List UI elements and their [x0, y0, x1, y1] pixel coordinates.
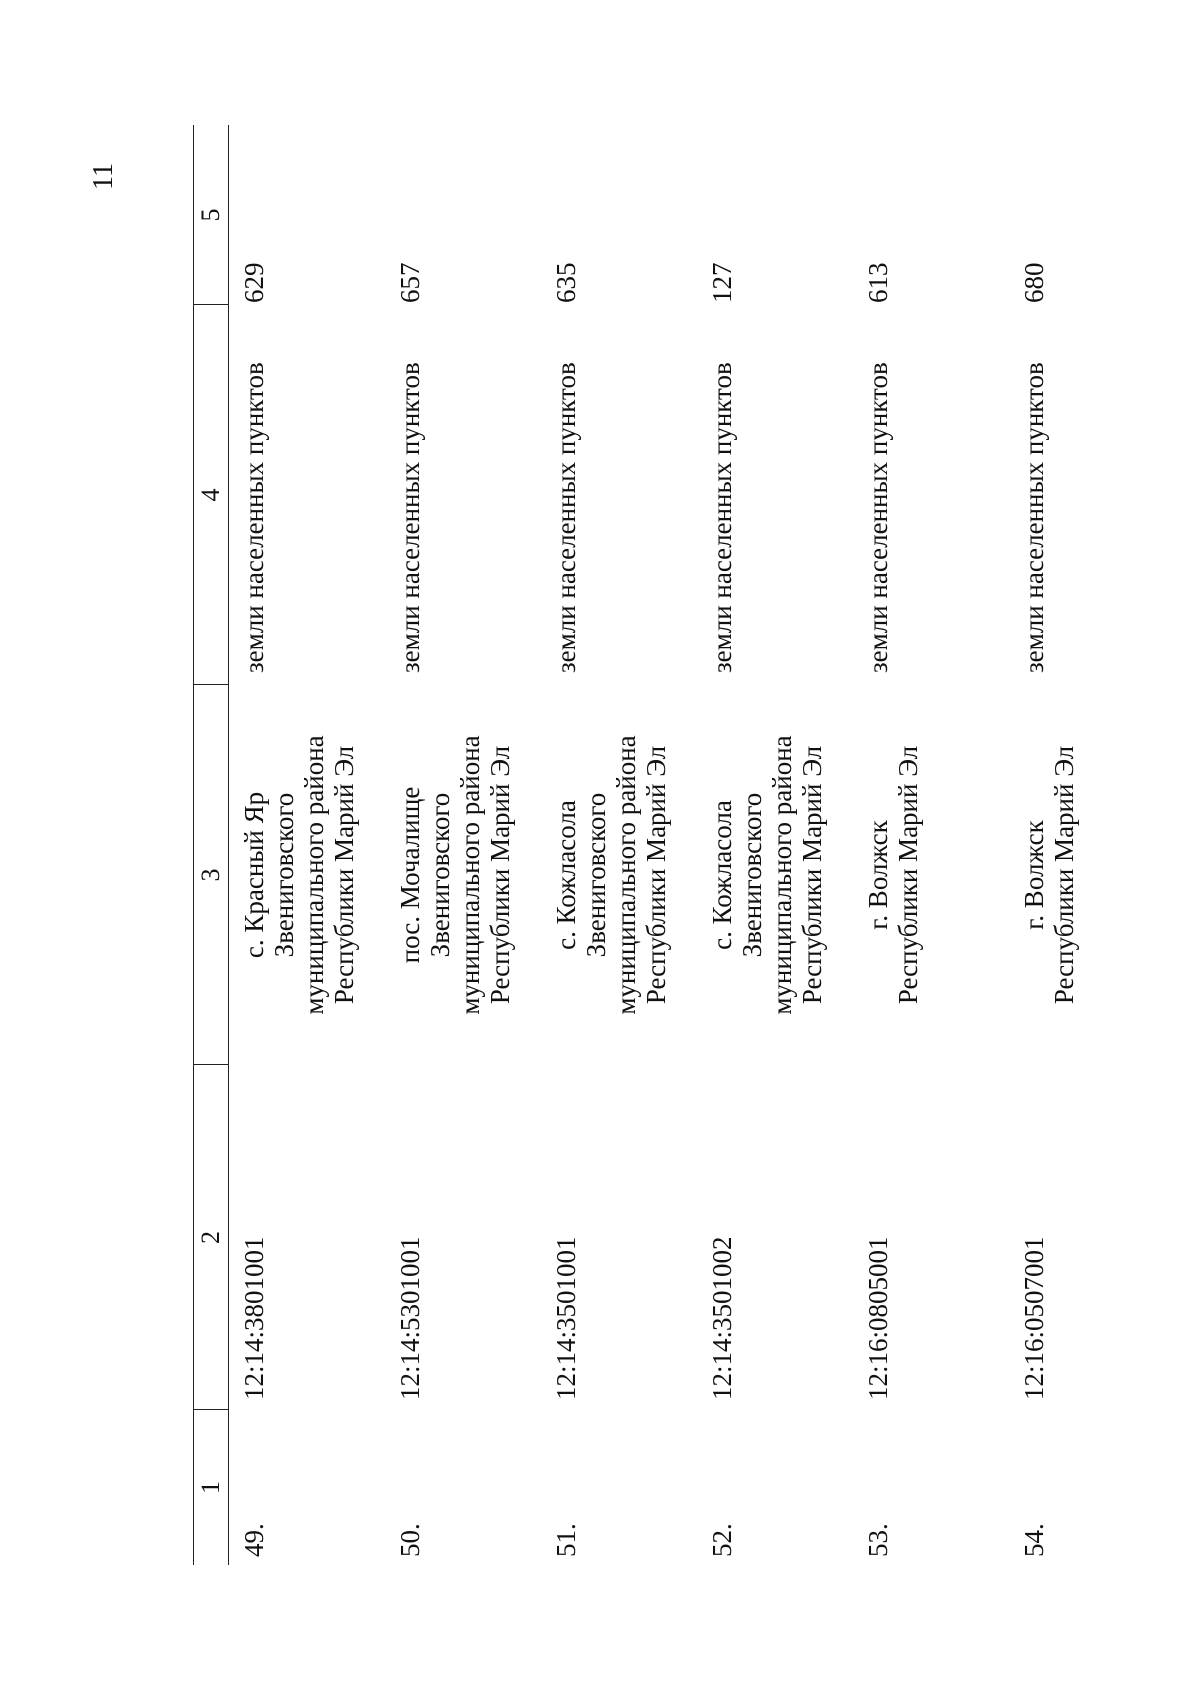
cadastral-code: 12:14:3501001 — [551, 1236, 581, 1400]
cadastral-code: 12:14:3801001 — [239, 1236, 269, 1400]
table-row — [853, 125, 1009, 1565]
page-number: 11 — [88, 163, 119, 190]
value: 613 — [863, 262, 893, 303]
table-row — [385, 125, 541, 1565]
land-table — [193, 125, 1079, 1565]
place-description — [395, 685, 515, 1065]
land-category: земли населенных пунктов — [707, 362, 737, 673]
place-line: Республики Марий Эл — [329, 745, 359, 1005]
column-header-3: 3 — [194, 684, 228, 1065]
column-header-4: 4 — [194, 304, 228, 685]
table-row — [541, 125, 697, 1565]
place-line: г. Волжск — [1019, 820, 1049, 930]
place-line: с. Кожласола — [707, 800, 737, 950]
place-line: г. Волжск — [863, 820, 893, 930]
row-number: 51. — [551, 1523, 581, 1557]
place-line: Республики Марий Эл — [1049, 745, 1079, 1005]
row-number: 54. — [1019, 1523, 1049, 1557]
place-line: муниципального района — [767, 735, 797, 1015]
place-line: Республики Марий Эл — [485, 745, 515, 1005]
table-body — [229, 125, 1165, 1565]
land-category: земли населенных пунктов — [395, 362, 425, 673]
value: 657 — [395, 262, 425, 303]
cadastral-code: 12:14:5301001 — [395, 1236, 425, 1400]
land-category: земли населенных пунктов — [863, 362, 893, 673]
place-description — [1019, 685, 1079, 1065]
place-description — [551, 685, 671, 1065]
table-row — [697, 125, 853, 1565]
column-header-5: 5 — [196, 208, 225, 222]
table-header-row — [193, 125, 229, 1565]
land-category: земли населенных пунктов — [1019, 362, 1049, 673]
value: 127 — [707, 262, 737, 303]
place-line: Республики Марий Эл — [893, 745, 923, 1005]
land-category: земли населенных пунктов — [239, 362, 269, 673]
place-line: муниципального района — [611, 735, 641, 1015]
place-line: Звениговского — [425, 792, 455, 958]
place-line: муниципального района — [455, 735, 485, 1015]
column-header-1: 1 — [194, 1409, 228, 1565]
land-category: земли населенных пунктов — [551, 362, 581, 673]
cadastral-code: 12:14:3501002 — [707, 1236, 737, 1400]
place-line: пос. Мочалище — [395, 786, 425, 964]
cadastral-code: 12:16:0805001 — [863, 1236, 893, 1400]
column-header-2: 2 — [194, 1064, 228, 1410]
place-description — [707, 685, 827, 1065]
row-number: 49. — [239, 1523, 269, 1557]
place-line: с. Красный Яр — [239, 791, 269, 959]
row-number: 50. — [395, 1523, 425, 1557]
table-row — [1009, 125, 1165, 1565]
cadastral-code: 12:16:0507001 — [1019, 1236, 1049, 1400]
value: 680 — [1019, 262, 1049, 303]
row-number: 53. — [863, 1523, 893, 1557]
place-line: Республики Марий Эл — [641, 745, 671, 1005]
value: 635 — [551, 262, 581, 303]
place-line: с. Кожласола — [551, 800, 581, 950]
place-line: Звениговского — [269, 792, 299, 958]
place-line: муниципального района — [299, 735, 329, 1015]
place-line: Звениговского — [737, 792, 767, 958]
table-row — [229, 125, 385, 1565]
row-number: 52. — [707, 1523, 737, 1557]
place-description — [863, 685, 923, 1065]
value: 629 — [239, 262, 269, 303]
place-description — [239, 685, 359, 1065]
place-line: Звениговского — [581, 792, 611, 958]
place-line: Республики Марий Эл — [797, 745, 827, 1005]
